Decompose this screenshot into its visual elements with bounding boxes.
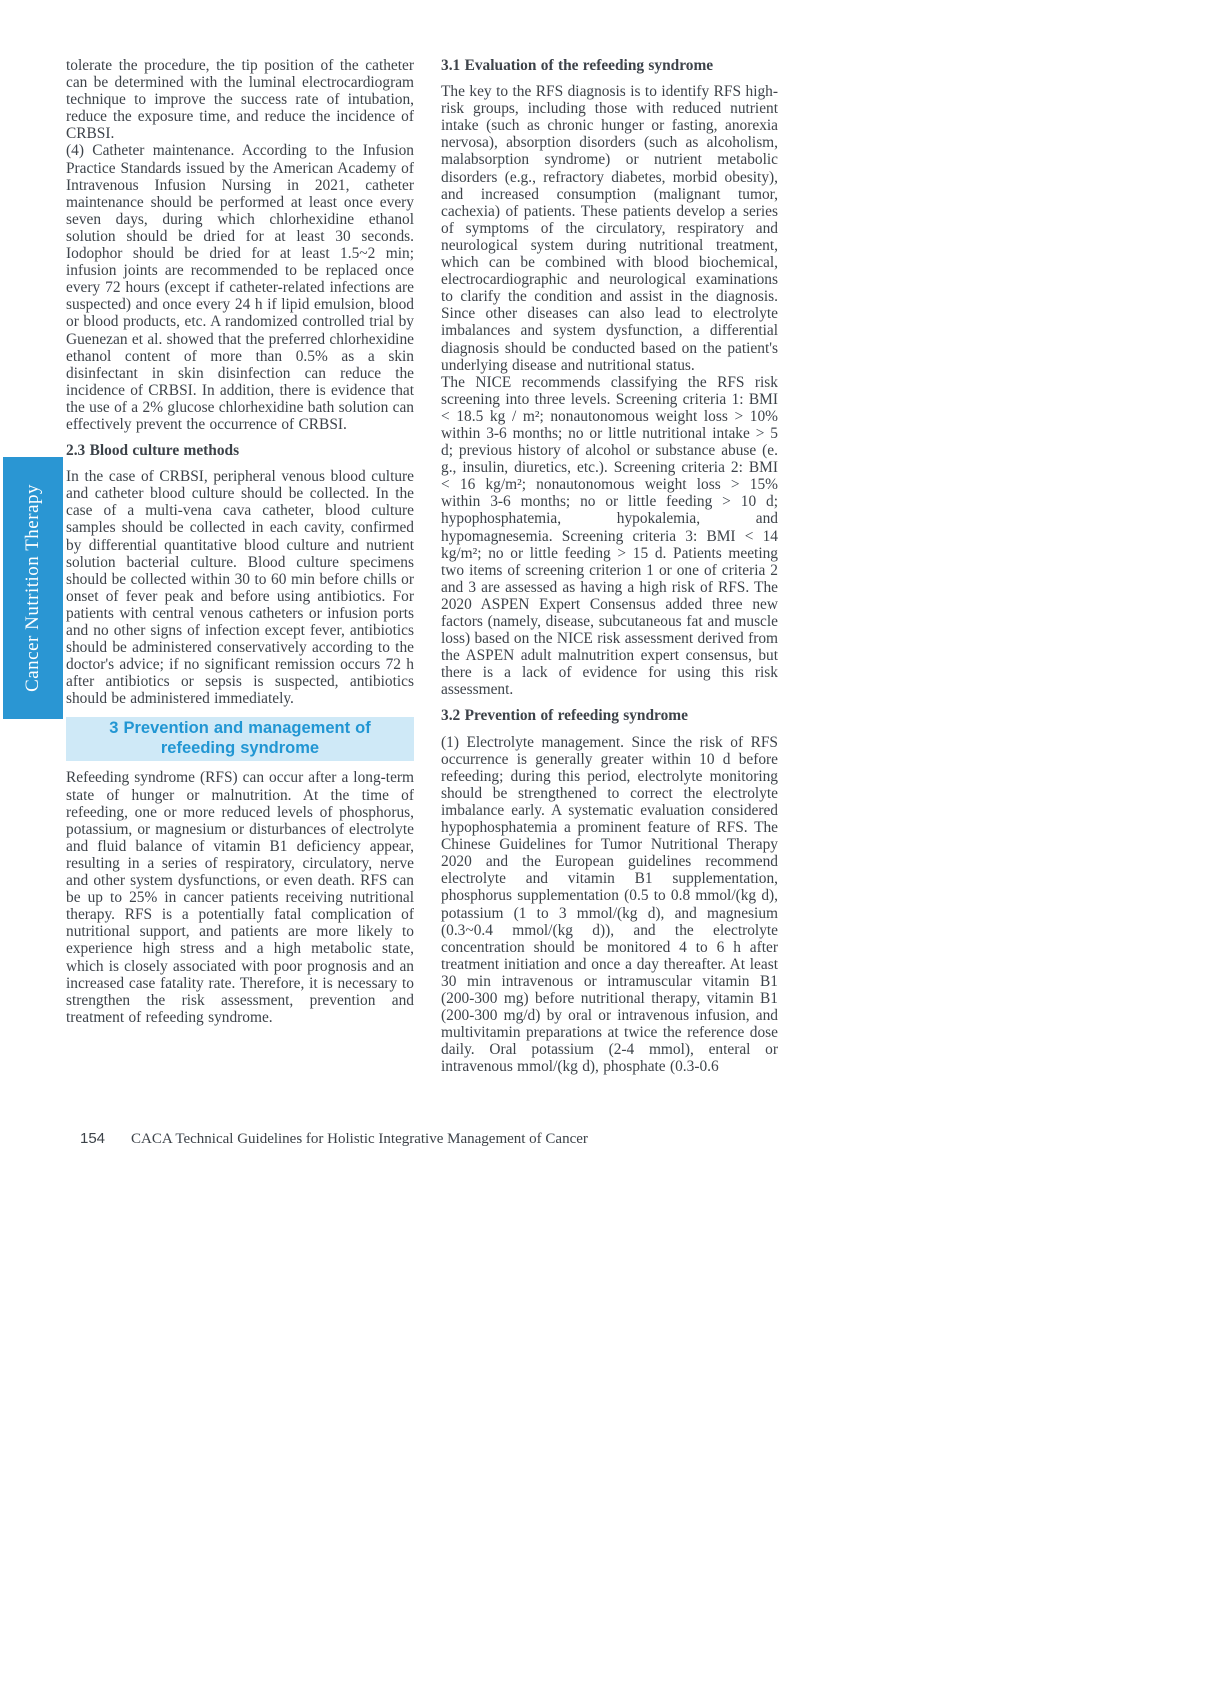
chapter-tab-label: Cancer Nutrition Therapy [22,484,43,692]
chapter-tab [3,457,63,719]
section-heading-3-1-evaluation: 3.1 Evaluation of the refeeding syndrome [441,57,714,74]
paragraph-rfs-diagnosis: The key to the RFS diagnosis is to identify RFS high-risk groups, including those with reduced nutrient intake (such as chronic hunger or fasting, anorexia nervosa), absorption disorders (such as alcoholism, malabsorption syndrome) or nutrient metabolic disorders (e.g., refractory diabetes, morbid obesity), and increased consumption (malignant tumor, cachexia) of patients. These patients develop a series of symptoms of the circulatory, respiratory and neurological system during nutritional treatment, which can be combined with blood biochemical, electrocardiographic and neurological examinations to clarify the condition and assist in the diagnosis. Since other diseases can also lead to electrolyte imbalances and system dysfunction, a differential diagnosis should be conducted based on the patient's underlying disease and nutritional status. [441,83,778,374]
page-footer [80,1130,588,1148]
page-number: 154 [80,1130,106,1147]
paragraph-refeeding-intro: Refeeding syndrome (RFS) can occur after a long-term state of hunger or malnutrition. At the time of refeeding, one or more reduced levels of phosphorus, potassium, or magnesium or disturbances of electrolyte and fluid balance of vitamin B1 deficiency appear, resulting in a series of respiratory, circulatory, nerve and other system dysfunctions, or even death. RFS can be up to 25% in cancer patients receiving nutritional therapy. RFS is a potentially fatal complication of nutritional support, and patients are more likely to experience high stress and a high metabolic state, which is closely associated with poor prognosis and an increased case fatality rate. Therefore, it is necessary to strengthen the risk assessment, prevention and treatment of refeeding syndrome. [66,769,414,1026]
paragraph-blood-culture: In the case of CRBSI, peripheral venous blood culture and catheter blood culture should be collected. In the case of a multi-vena cava catheter, blood culture samples should be collected in each cavity, confirmed by differential quantitative blood culture and nutrient solution bacterial culture. Blood culture specimens should be collected within 30 to 60 min before chills or onset of fever peak and before using antibiotics. For patients with central venous catheters or infusion ports and no other signs of infection except fever, antibiotics should be administered conservatively according to the doctor's advice; if no significant remission occurs 72 h after antibiotics or sepsis is suspected, antibiotics should be administered immediately. [66,468,414,708]
section-3-banner: 3 Prevention and management of refeeding syndrome [66,717,414,761]
paragraph-catheter-maintenance: (4) Catheter maintenance. According to the Infusion Practice Standards issued by the American Academy of Intravenous Infusion Nursing in 2021, catheter maintenance should be performed at least once every seven days, during which chlorhexidine ethanol solution should be dried for at least 30 seconds. Iodophor should be dried for at least 1.5~2 min; infusion joints are recommended to be replaced once every 72 hours (except if catheter-related infections are suspected) and once every 24 h if lipid emulsion, blood or blood products, etc. A randomized controlled trial by Guenezan et al. showed that the preferred chlorhexidine ethanol content of more than 0.5% as a skin disinfectant in skin disinfection can reduce the incidence of CRBSI. In addition, there is evidence that the use of a 2% glucose chlorhexidine bath solution can effectively prevent the occurrence of CRBSI. [66,142,414,433]
running-title: CACA Technical Guidelines for Holistic Integrative Management of Cancer [131,1131,588,1147]
paragraph-electrolyte-management: (1) Electrolyte management. Since the risk of RFS occurrence is generally greater within 10 d before refeeding; during this period, electrolyte monitoring should be strengthened to correct the electrolyte imbalance early. A systematic evaluation considered hypophosphatemia a prominent feature of RFS. The Chinese Guidelines for Tumor Nutritional Therapy 2020 and the European guidelines recommend electrolyte and vitamin B1 supplementation, phosphorus supplementation (0.5 to 0.8 mmol/(kg d), potassium (1 to 3 mmol/(kg d), and magnesium (0.3~0.4 mmol/(kg d)), and the electrolyte concentration should be monitored 4 to 6 h after treatment initiation and once a day thereafter. At least 30 min intravenous or intramuscular vitamin B1 (200-300 mg) before nutritional therapy, vitamin B1 (200-300 mg/d) by oral or intravenous infusion, and multivitamin preparations at twice the reference dose daily. Oral potassium (2-4 mmol), enteral or intravenous mmol/(kg d), phosphate (0.3-0.6 [441,733,778,1076]
section-heading-3-2-prevention: 3.2 Prevention of refeeding syndrome [441,707,688,725]
section-heading-2-3-blood-culture: 2.3 Blood culture methods [66,442,240,460]
right-column [441,57,778,1075]
left-column [66,57,414,1026]
paragraph-tip-position: tolerate the procedure, the tip position of the catheter can be determined with the luminal electrocardiogram technique to improve the success rate of intubation, reduce the exposure time, and reduce the incidence of CRBSI. [66,57,414,143]
paragraph-nice-screening: The NICE recommends classifying the RFS risk screening into three levels. Screening criteria 1: BMI < 18.5 kg / m²; nonautonomous weight loss > 10% within 3-6 months; no or little nutritional intake > 5 d; previous history of alcohol or substance abuse (e. g., insulin, diuretics, etc.). Screening criteria 2: BMI < 16 kg/m²; nonautonomous weight loss > 15% within 3-6 months; no or little feeding > 10 d; hypophosphatemia, hypokalemia, and hypomagnesemia. Screening criteria 3: BMI < 14 kg/m²; no or little feeding > 15 d. Patients meeting two items of screening criterion 1 or one of criteria 2 and 3 are assessed as having a high risk of RFS. The 2020 ASPEN Expert Consensus added three new factors (namely, disease, subcutaneous fat and muscle loss) based on the NICE risk assessment derived from the ASPEN adult malnutrition expert consensus, but there is a lack of evidence for using this risk assessment. [441,373,778,699]
